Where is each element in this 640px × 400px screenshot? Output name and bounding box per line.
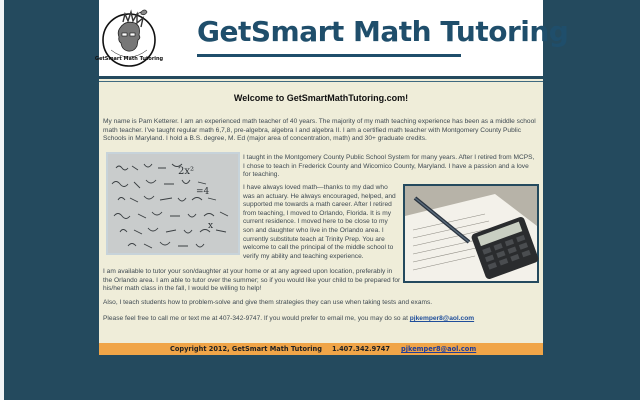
contact-text: Please feel free to call me or text me at 407-342-9747. If you would prefer to email me, you may do so at (103, 315, 408, 322)
page-container (94, 0, 569, 355)
left-edge-strip (0, 0, 4, 400)
math-paper-photo (106, 152, 240, 255)
availability-paragraph: I am available to tutor your son/daughter at your home or at any agreed upon location, preferably in the Orlando area. I am able to tutor over the summer; so if you would like your child to be prepared for his/her math class in the fall, I would be willing to help! (103, 268, 401, 293)
intro-paragraph: My name is Pam Ketterer. I am an experienced math teacher of 40 years. The majority of my math teaching experience has been as a middle school math teacher. I've taught regular math 6,7,8, pre-algebra, algebra I and algebra II. I am a certified math teacher with Montgomery County Public Schools in Maryland. I hold a B.S. degree, M. Ed (major area of concentration, math) and 30+ graduate credits. (103, 118, 536, 143)
svg-text:2x²: 2x² (178, 166, 195, 177)
teaching-history-paragraph: I taught in the Montgomery County Public School System for many years. After I retired from MCPS, I chose to teach in Frederick County and Wicomico County, Maryland. I have a passion and a love for teaching. (243, 154, 535, 179)
site-footer (99, 343, 543, 355)
svg-text:=4: =4 (196, 187, 210, 197)
strategies-paragraph: Also, I teach students how to problem-solve and give them strategies they can use when taking tests and exams. (103, 299, 433, 306)
site-title: GetSmart Math Tutoring (197, 15, 569, 48)
header-divider-thin (99, 81, 543, 82)
logo-icon (94, 2, 164, 70)
calculator-photo (403, 184, 539, 283)
background-paragraph: I have always loved math—thanks to my dad who was an actuary. He always encouraged, helped, and supported me towards a math career. After I retired from teaching, I moved to Orlando, Florida. It is my current residence. I moved here to be close to my son and daughter who live in the Orlando area. I currently substitute teach at Trinity Prep. You are welcome to call the principal of the middle school to verify my ability and teaching experience. (243, 184, 396, 260)
footer-phone: 1.407.342.9747 (332, 345, 390, 353)
title-underline (197, 54, 461, 57)
logo-label: GetSmart Math Tutoring (94, 56, 164, 62)
site-header (94, 0, 569, 76)
equations-image (108, 154, 238, 253)
footer-email-link[interactable]: pjkemper8@aol.com (401, 345, 477, 353)
contact-paragraph (103, 315, 539, 324)
header-divider (99, 76, 543, 79)
welcome-heading: Welcome to GetSmartMathTutoring.com! (233, 93, 409, 103)
svg-text:x: x (208, 221, 214, 231)
calculator-image (405, 186, 537, 281)
contact-email-link[interactable]: pjkemper8@aol.com (409, 315, 475, 322)
footer-copyright: Copyright 2012, GetSmart Math Tutoring (170, 345, 322, 353)
